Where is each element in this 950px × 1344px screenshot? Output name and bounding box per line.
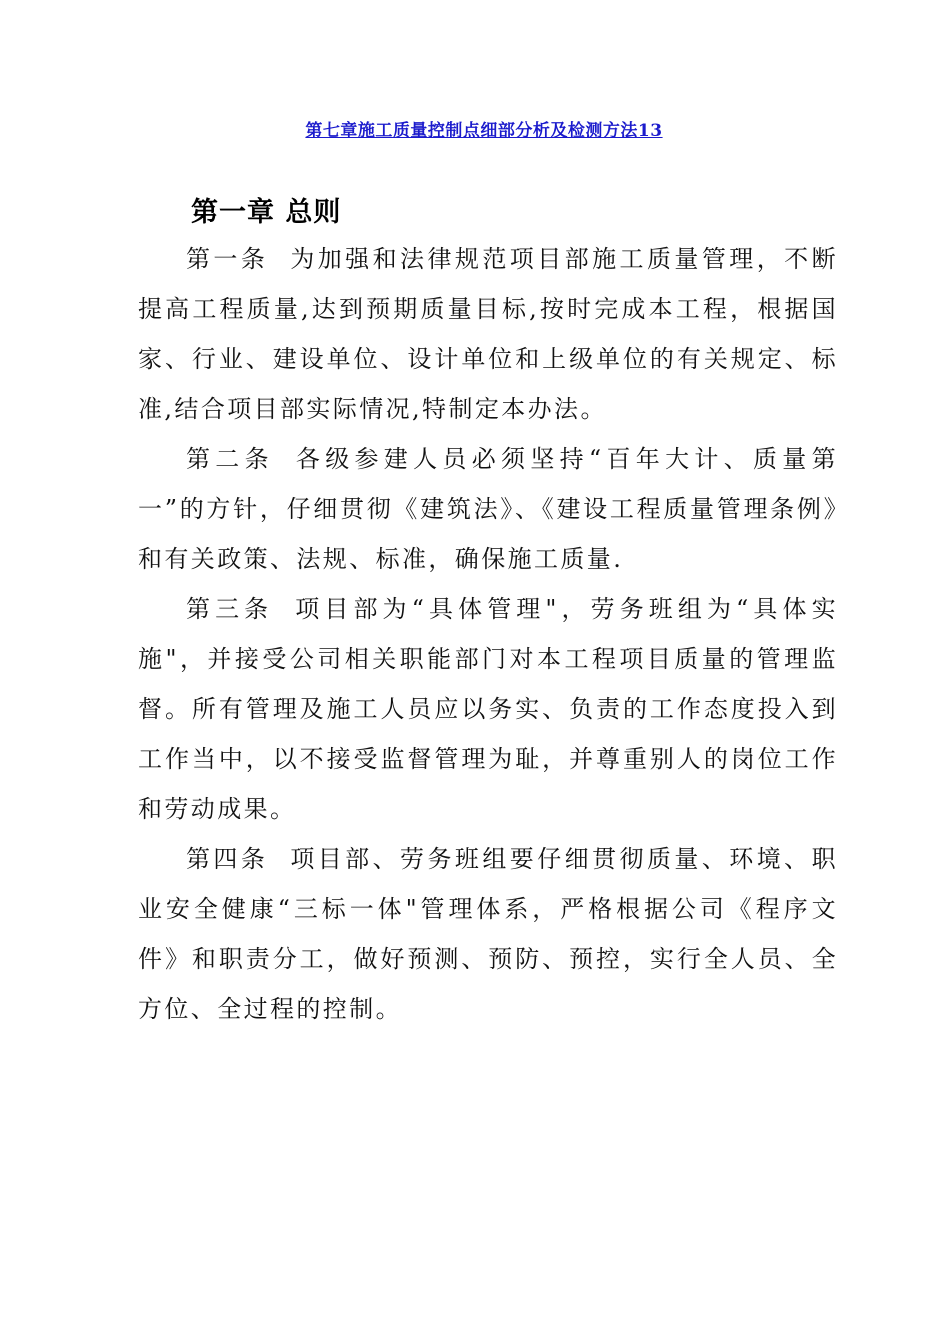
- article-3: [138, 584, 838, 834]
- article-number: 第二条: [186, 445, 274, 473]
- article-text: 各级参建人员必须坚持“百年大计、质量第一”的方针，仔细贯彻《建筑法》、《建设工程质量管理条例》和有关政策、法规、标准，确保施工质量.: [138, 445, 838, 573]
- article-text: 为加强和法律规范项目部施工质量管理，不断提高工程质量,达到预期质量目标,按时完成本工程，根据国家、行业、建设单位、设计单位和上级单位的有关规定、标准,结合项目部实际情况,特制定本办法。: [138, 245, 838, 423]
- article-text: 项目部、劳务班组要仔细贯彻质量、环境、职业安全健康“三标一体"管理体系，严格根据公司《程序文件》和职责分工，做好预测、预防、预控，实行全人员、全方位、全过程的控制。: [138, 845, 838, 1023]
- article-number: 第三条: [186, 595, 274, 623]
- article-4: [138, 834, 838, 1034]
- document-body: [138, 234, 838, 1034]
- toc-link[interactable]: 第七章施工质量控制点细部分析及检测方法13: [305, 121, 663, 141]
- article-2: [138, 434, 838, 584]
- chapter-title: 第一章 总则: [191, 197, 342, 228]
- article-number: 第一条: [186, 245, 269, 273]
- article-1: [138, 234, 838, 434]
- article-number: 第四条: [186, 845, 269, 873]
- article-text: 项目部为“具体管理"，劳务班组为“具体实施"，并接受公司相关职能部门对本工程项目质量的管理监督。所有管理及施工人员应以务实、负责的工作态度投入到工作当中，以不接受监督管理为耻，并尊重别人的岗位工作和劳动成果。: [138, 595, 839, 823]
